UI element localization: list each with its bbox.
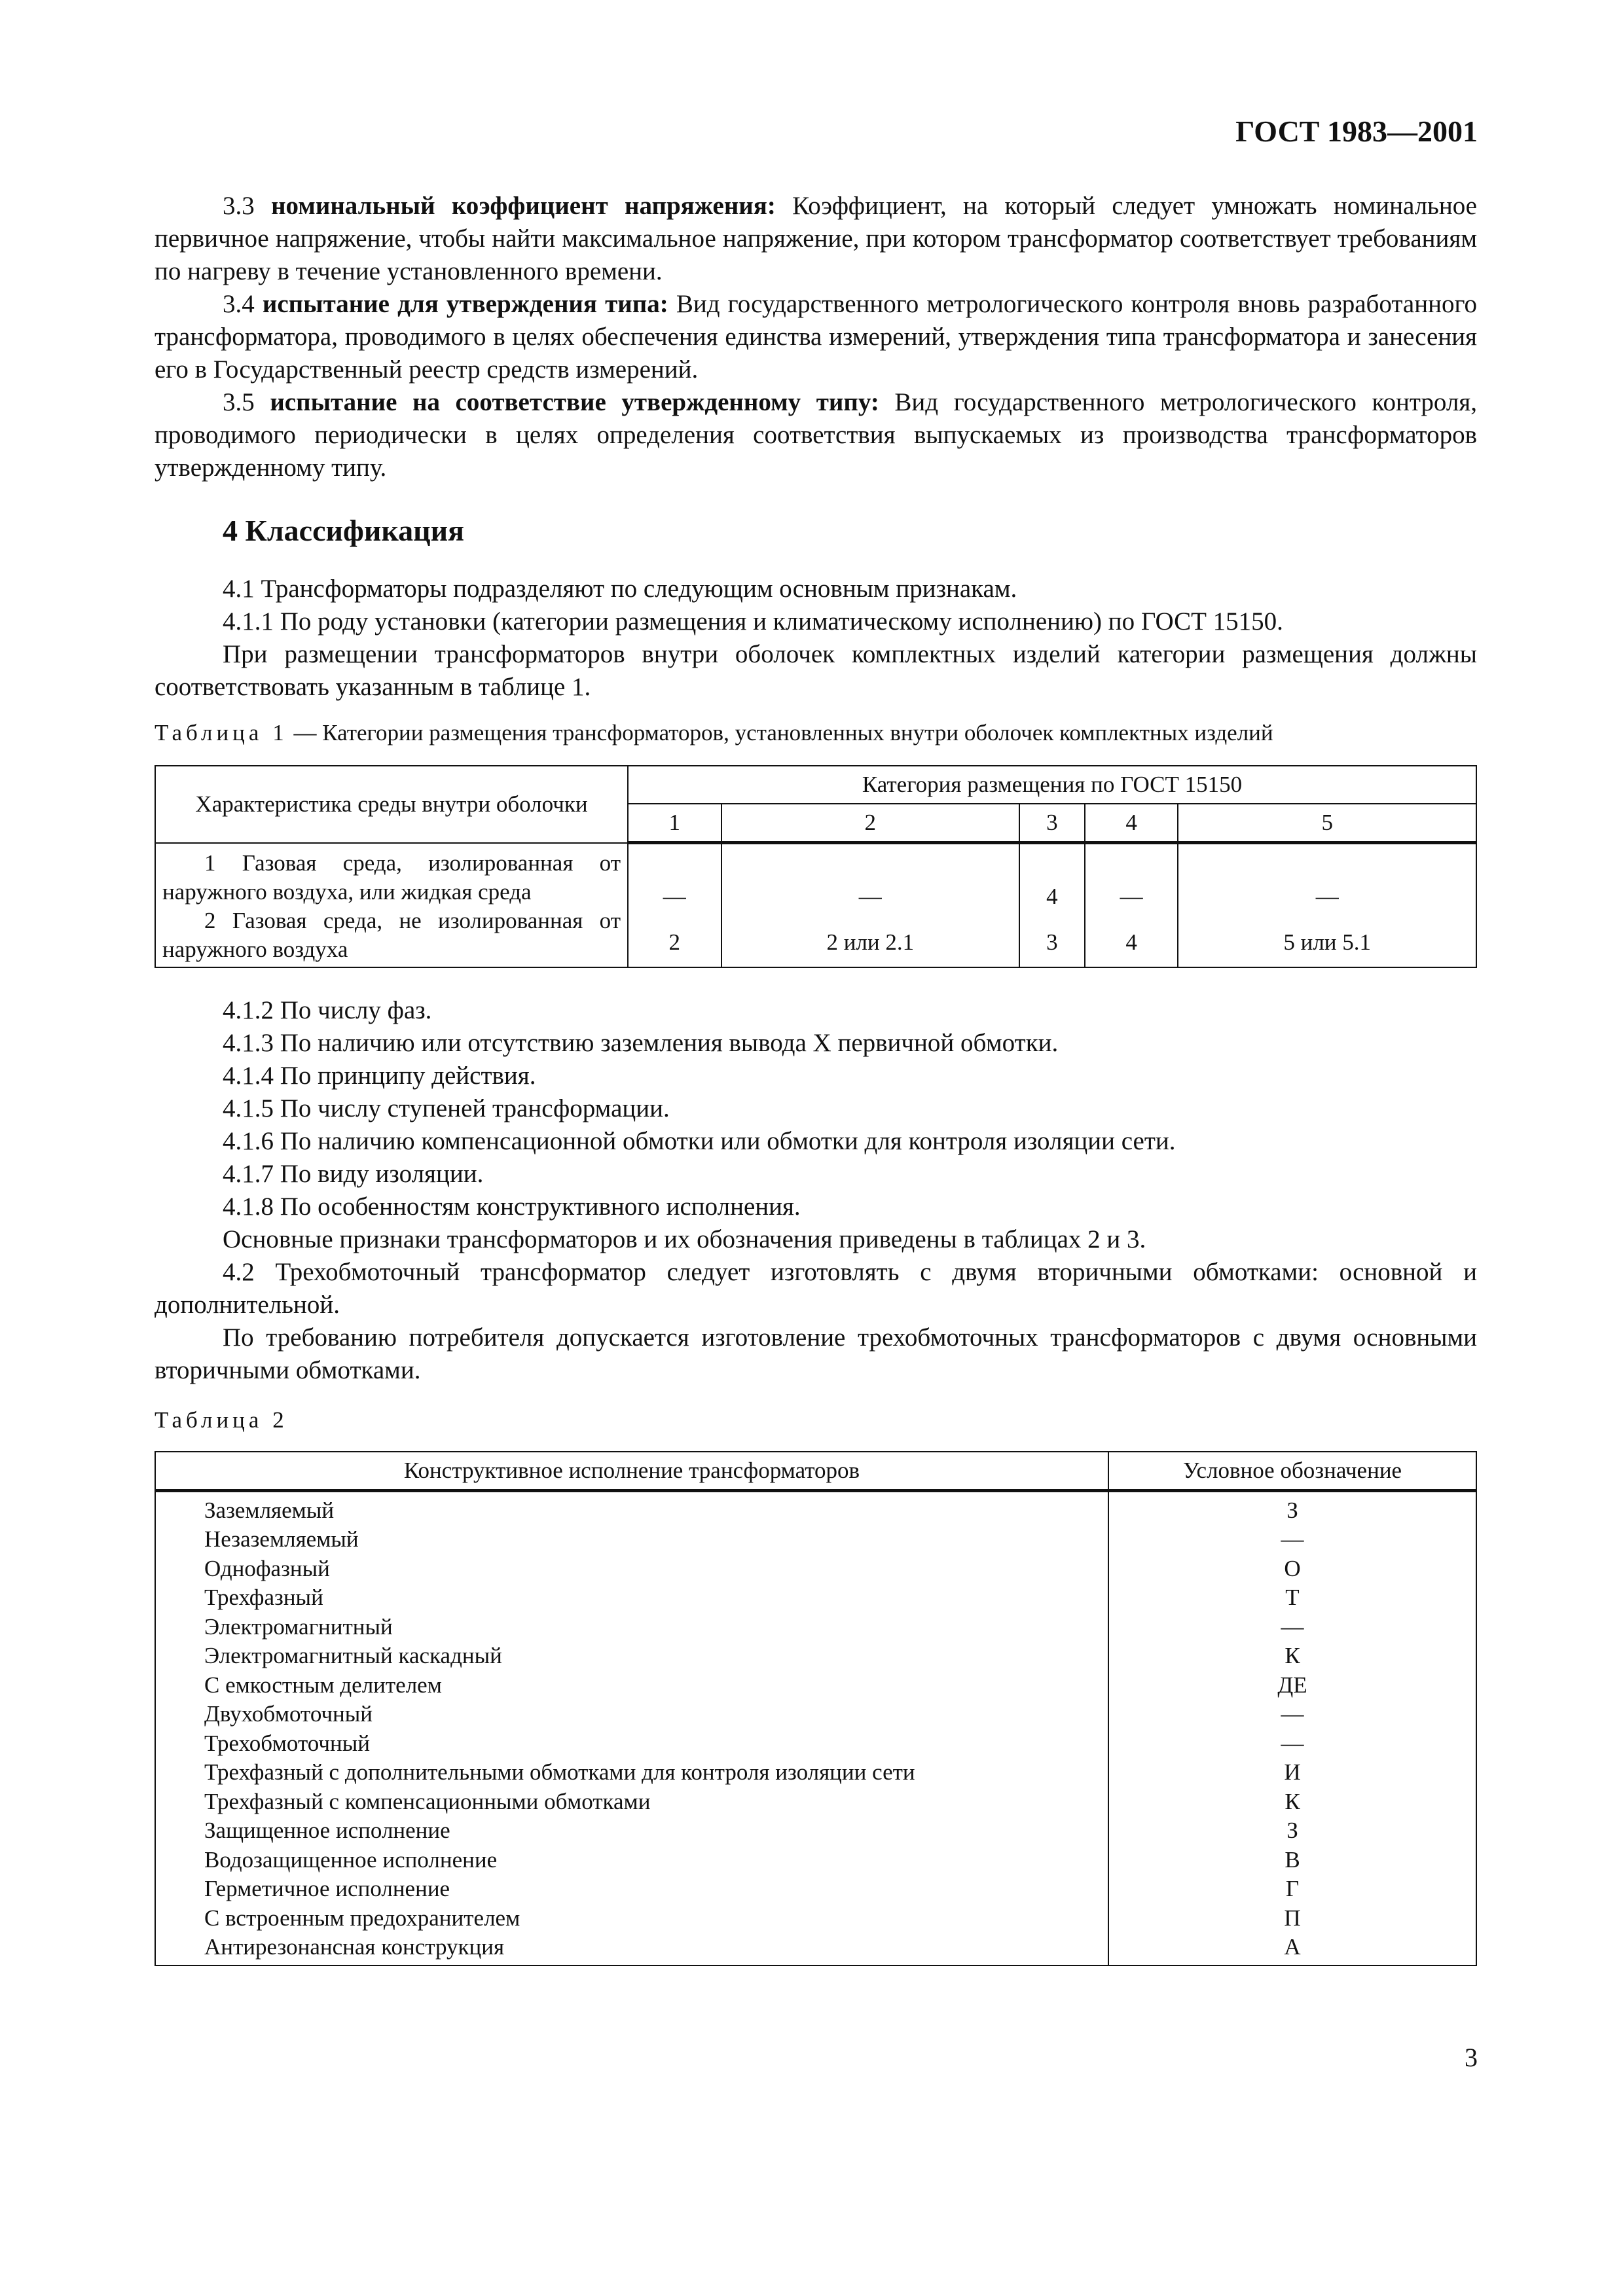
list-item: 4.1.8 По особенностям конструктивного исполнения.	[223, 1192, 801, 1221]
table2-code: —	[1281, 1730, 1304, 1756]
table2-name: Водозащищенное исполнение	[204, 1846, 498, 1873]
table2-name: Антирезонансная конструкция	[204, 1934, 505, 1960]
table1-cat-number: 1	[628, 804, 721, 843]
table1-cell: 4	[1046, 884, 1058, 909]
classification-list	[155, 994, 1477, 1387]
list-item: 4.1.6 По наличию компенсационной обмотки или обмотки для контроля изоляции сети.	[223, 1126, 1176, 1155]
list-item: 4.1.2 По числу фаз.	[223, 996, 432, 1024]
table2-name: С встроенным предохранителем	[204, 1905, 520, 1931]
table1-env-descriptions	[155, 843, 628, 967]
list-item: 4.1.3 По наличию или отсутствию заземления вывода Х первичной обмотки.	[223, 1028, 1059, 1057]
table2-name: Электромагнитный	[204, 1613, 393, 1640]
table2-col2-header: Условное обозначение	[1108, 1452, 1476, 1491]
table1-cell: —	[858, 884, 882, 909]
term-title: испытание для утверждения типа:	[262, 290, 668, 318]
table2-name: Трехобмоточный	[204, 1730, 370, 1756]
table2-code: О	[1284, 1555, 1301, 1581]
table1-cell: 2 или 2.1	[826, 929, 915, 955]
table1-cell: 5 или 5.1	[1283, 929, 1372, 955]
paragraph-4-1-1: 4.1.1 По роду установки (категории размещения и климатическому исполнению) по ГОСТ 15150.	[223, 607, 1283, 636]
table1-cat-number: 2	[721, 804, 1019, 843]
list-item: 4.1.4 По принципу действия.	[223, 1061, 536, 1090]
table1-cell: —	[663, 884, 686, 909]
table2-code: И	[1284, 1759, 1301, 1785]
table2-name: Незаземляемый	[204, 1526, 359, 1552]
table2-code: Т	[1285, 1585, 1300, 1610]
table2-name: Защищенное исполнение	[204, 1818, 450, 1843]
table2-caption: Таблица 2	[155, 1407, 288, 1433]
term-3-5: 3.5 испытание на соответствие утвержденному типу: Вид государственного метрологического контроля, проводимого периодически в целях определения соответствия выпускаемых из производства трансформаторов утвержденному типу.	[155, 388, 1477, 482]
table-2	[155, 1451, 1477, 1966]
table2-name: Двухобмоточный	[204, 1701, 373, 1727]
table2-code: ДЕ	[1277, 1672, 1307, 1698]
table2-code: З	[1286, 1497, 1298, 1523]
table1-cat-number: 3	[1019, 804, 1085, 843]
table2-name: Однофазный	[204, 1555, 330, 1581]
table1-cell: 4	[1125, 929, 1137, 955]
table2-code: —	[1281, 1613, 1304, 1640]
table2-code: К	[1285, 1643, 1300, 1668]
table2-names-column	[155, 1490, 1108, 1965]
table1-row2-desc: 2 Газовая среда, не изолированная от наружного воздуха	[162, 907, 621, 962]
table2-name: Заземляемый	[204, 1497, 335, 1523]
table2-name: Герметичное исполнение	[204, 1876, 450, 1901]
list-item: 4.1.7 По виду изоляции.	[223, 1159, 484, 1188]
paragraph-main-signs: Основные признаки трансформаторов и их обозначения приведены в таблицах 2 и 3.	[223, 1225, 1146, 1253]
table2-code: В	[1285, 1846, 1300, 1873]
term-title: номинальный коэффициент напряжения:	[271, 192, 776, 220]
table2-codes-column	[1108, 1490, 1476, 1965]
table-row	[155, 843, 1476, 967]
table-1	[155, 765, 1477, 968]
table1-env-header: Характеристика среды внутри оболочки	[155, 766, 628, 843]
table1-cat-number: 5	[1178, 804, 1476, 843]
table2-code: —	[1281, 1526, 1304, 1552]
table2-code: Г	[1285, 1876, 1300, 1901]
page-body	[155, 98, 1477, 1966]
table1-cell: —	[1315, 884, 1339, 909]
table2-col1-header: Конструктивное исполнение трансформаторов	[155, 1452, 1108, 1491]
table1-cat-number: 4	[1085, 804, 1178, 843]
term-title: испытание на соответствие утвержденному типу:	[270, 388, 879, 416]
table2-name: Трехфазный с дополнительными обмотками для контроля изоляции сети	[204, 1759, 915, 1785]
list-item: 4.1.5 По числу ступеней трансформации.	[223, 1094, 670, 1122]
table2-code: П	[1284, 1905, 1301, 1931]
paragraph-4-1: 4.1 Трансформаторы подразделяют по следующим основным признакам.	[223, 575, 1017, 603]
table2-code: А	[1284, 1934, 1301, 1960]
classification-intro	[155, 573, 1477, 704]
page-number: 3	[1465, 2043, 1478, 2072]
table2-name: Трехфазный	[204, 1585, 323, 1610]
table2-code: К	[1285, 1788, 1300, 1814]
paragraph-placement: При размещении трансформаторов внутри оболочек комплектных изделий категории размещения должны соответствовать указанным в таблице 1.	[155, 640, 1477, 701]
table2-code: —	[1281, 1701, 1304, 1727]
table1-row1-desc: 1 Газовая среда, изолированная от наружного воздуха, или жидкая среда	[162, 850, 621, 905]
table1-cell: —	[1120, 884, 1143, 909]
term-3-4: 3.4 испытание для утверждения типа: Вид государственного метрологического контроля вновь разработанного трансформатора, проводимого в целях обеспечения единства измерений, утверждения типа трансформатора и занесения его в Государственный реестр средств измерений.	[155, 290, 1477, 384]
table1-category-header: Категория размещения по ГОСТ 15150	[628, 766, 1476, 804]
table1-cell: 3	[1046, 929, 1058, 955]
terms-block	[155, 190, 1477, 484]
table2-name: С емкостным делителем	[204, 1672, 442, 1698]
table1-caption: Таблица 1 — Категории размещения трансформаторов, установленных внутри оболочек комплектных изделий	[155, 720, 1273, 745]
section-title: 4 Классификация	[223, 514, 465, 547]
table2-name: Электромагнитный каскадный	[204, 1643, 502, 1668]
table1-cell: 2	[668, 929, 681, 955]
table2-name: Трехфазный с компенсационными обмотками	[204, 1788, 651, 1814]
table2-code: З	[1286, 1818, 1298, 1843]
term-3-3: 3.3 номинальный коэффициент напряжения: Коэффициент, на который следует умножать номинальное первичное напряжение, чтобы найти максимальное напряжение, при котором трансформатор соответствует требованиям по нагреву в течение установленного времени.	[155, 192, 1477, 285]
paragraph-consumer: По требованию потребителя допускается изготовление трехобмоточных трансформаторов с двумя основными вторичными обмотками.	[155, 1323, 1477, 1384]
paragraph-4-2: 4.2 Трехобмоточный трансформатор следует изготовлять с двумя вторичными обмотками: основной и дополнительной.	[155, 1257, 1477, 1319]
document-header: ГОСТ 1983—2001	[1235, 115, 1478, 148]
